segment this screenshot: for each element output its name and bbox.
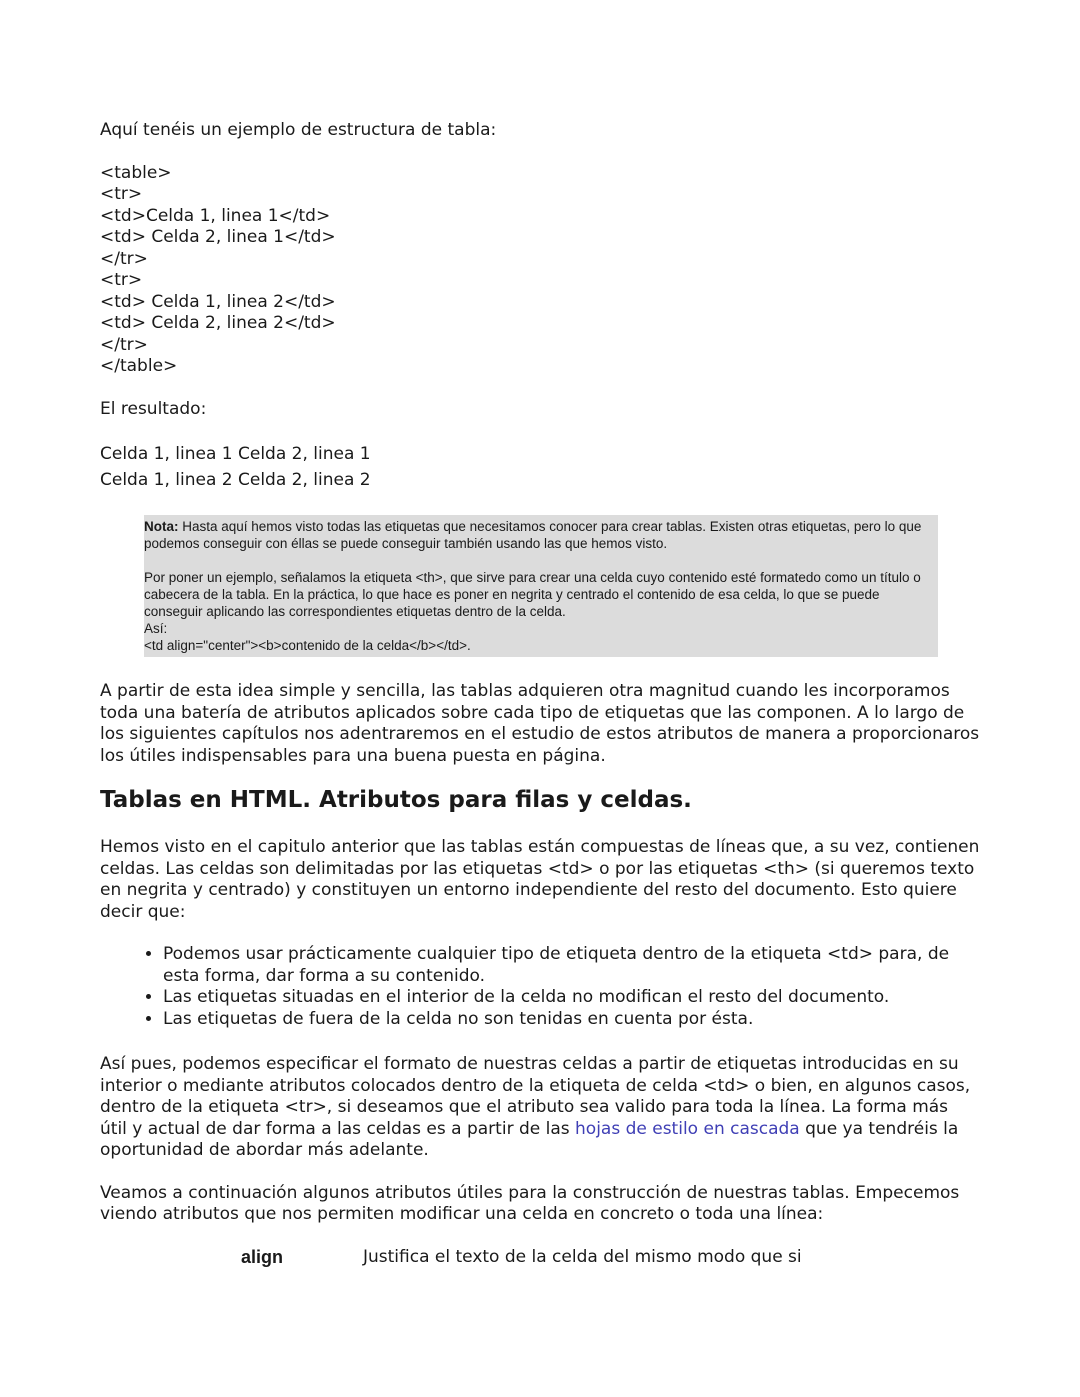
result-row: Celda 1, linea 2 Celda 2, linea 2 [100,470,371,490]
note-paragraph-1 [144,518,934,552]
code-line: <td> Celda 1, linea 2</td> [100,291,336,312]
result-label: El resultado: [100,398,207,419]
attribute-row [100,1244,980,1270]
code-line: <tr> [100,270,143,290]
section-heading: Tablas en HTML. Atributos para filas y celdas. [100,787,692,813]
list-item: • Las etiquetas situadas en el interior de la celda no modifican el resto del documento. [163,987,980,1009]
css-link[interactable]: hojas de estilo en cascada [575,1118,800,1139]
code-line: <td>Celda 1, linea 1</td> [100,205,331,226]
paragraph-format-text-end: que ya tendréis la oportunidad de abordar más adelante. [100,1118,959,1160]
code-line: </table> [100,356,178,376]
note-label: Nota: [144,519,179,534]
note-paragraph-3: Así: [144,621,168,636]
paragraph-intro-attributes: A partir de esta idea simple y sencilla, las tablas adquieren otra magnitud cuando les incorporamos toda una batería de atributos aplicados sobre cada tipo de etiquetas que las componen. A lo largo de los siguientes capítulos nos adentraremos en el estudio de estos atributos de manera a proporcionaros los útiles indispensables para una buena puesta en página. [100,681,980,766]
intro-text: Aquí tenéis un ejemplo de estructura de tabla: [100,120,497,140]
code-line: <td> Celda 2, linea 1</td> [100,227,336,247]
attribute-name: align [241,1246,284,1267]
bullet-list [100,944,980,1030]
code-example [100,163,980,378]
paragraph-attributes: Veamos a continuación algunos atributos útiles para la construcción de nuestras tablas. Empecemos viendo atributos que nos permiten modificar una celda en concreto o toda una línea: [100,1182,960,1224]
document-page [100,120,980,1270]
note-text-1: Hasta aquí hemos visto todas las etiquetas que necesitamos conocer para crear tablas. Existen otras etiquetas, pero lo que podemos conseguir con éllas se puede conseguir también usando las que hemos visto. [144,519,922,551]
paragraph-cells: Hemos visto en el capitulo anterior que las tablas están compuestas de líneas que, a su vez, contienen celdas. Las celdas son delimitadas por las etiquetas <td> o por las etiquetas <th> (si queremos texto en negrita y centrado) y constituyen un entorno independiente del resto del documento. Esto quiere decir que: [100,837,980,922]
code-line: <td> Celda 2, linea 2</td> [100,313,336,333]
code-line: </tr> [100,248,148,269]
result-row: Celda 1, linea 1 Celda 2, linea 1 [100,444,371,464]
note-box [144,515,938,657]
code-line: <table> [100,162,172,183]
result-example [100,441,980,493]
attribute-description: Justifica el texto de la celda del mismo modo que si [363,1246,802,1267]
note-code-example: <td align="center"><b>contenido de la celda</b></td>. [144,638,471,653]
list-item: • Podemos usar prácticamente cualquier tipo de etiqueta dentro de la etiqueta <td> para, de esta forma, dar forma a su contenido. [163,944,980,987]
code-line: <tr> [100,184,143,204]
paragraph-format [100,1054,980,1162]
code-line: </tr> [100,334,148,355]
list-item: • Las etiquetas de fuera de la celda no son tenidas en cuenta por ésta. [163,1009,980,1031]
paragraph-format-text: Así pues, podemos especificar el formato de nuestras celdas a partir de etiquetas introducidas en su interior o mediante atributos colocados dentro de la etiqueta de celda <td> o bien, en algunos casos, dentro de la etiqueta <tr>, si deseamos que el atributo sea valido para toda la línea. La forma más útil y actual de dar forma a las celdas es a partir de las [100,1054,971,1139]
note-paragraph-2: Por poner un ejemplo, señalamos la etiqueta <th>, que sirve para crear una celda cuyo contenido esté formatedo como un título o cabecera de la tabla. En la práctica, lo que hace es poner en negrita y centrado el contenido de esa celda, lo que se puede conseguir aplicando las correspondientes etiquetas dentro de la celda. [144,570,921,619]
